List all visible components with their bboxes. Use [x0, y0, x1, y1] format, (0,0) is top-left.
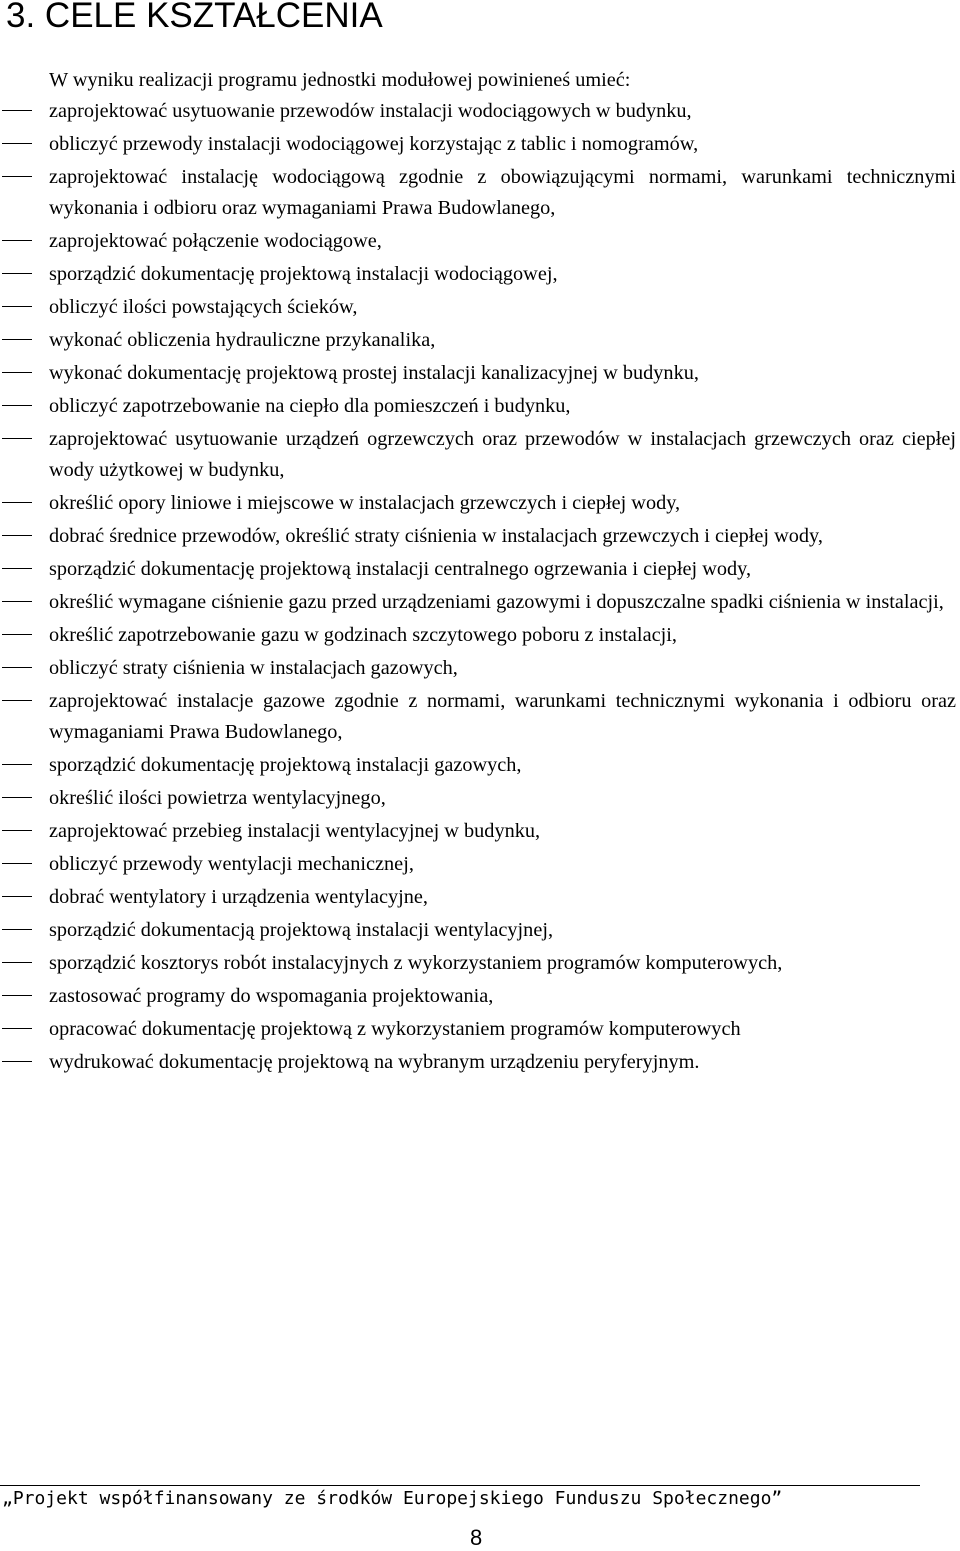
list-item: opracować dokumentację projektową z wykorzystaniem programów komputerowych — [0, 1014, 960, 1045]
dash-bullet-icon — [2, 502, 32, 503]
list-item: wykonać obliczenia hydrauliczne przykanalika, — [0, 325, 960, 356]
list-item: sporządzić dokumentację projektową instalacji wodociągowej, — [0, 259, 960, 290]
dash-bullet-icon — [2, 896, 32, 897]
learning-objectives-list — [0, 96, 960, 1080]
list-item: wykonać dokumentację projektową prostej instalacji kanalizacyjnej w budynku, — [0, 358, 960, 389]
dash-bullet-icon — [2, 1061, 32, 1062]
dash-bullet-icon — [2, 176, 32, 177]
list-item: zaprojektować usytuowanie przewodów instalacji wodociągowych w budynku, — [0, 96, 960, 127]
list-item: określić ilości powietrza wentylacyjnego, — [0, 783, 960, 814]
list-item: sporządzić dokumentację projektową instalacji centralnego ogrzewania i ciepłej wody, — [0, 554, 960, 585]
list-item: obliczyć straty ciśnienia w instalacjach gazowych, — [0, 653, 960, 684]
list-item: zaprojektować instalację wodociągową zgodnie z obowiązującymi normami, warunkami technicznymi wykonania i odbioru oraz wymaganiami Prawa Budowlanego, — [0, 162, 960, 224]
dash-bullet-icon — [2, 405, 32, 406]
list-item: zaprojektować przebieg instalacji wentylacyjnej w budynku, — [0, 816, 960, 847]
list-item: zaprojektować połączenie wodociągowe, — [0, 226, 960, 257]
list-item: obliczyć przewody wentylacji mechanicznej, — [0, 849, 960, 880]
dash-bullet-icon — [2, 306, 32, 307]
list-item: dobrać wentylatory i urządzenia wentylacyjne, — [0, 882, 960, 913]
list-item: zastosować programy do wspomagania projektowania, — [0, 981, 960, 1012]
dash-bullet-icon — [2, 568, 32, 569]
dash-bullet-icon — [2, 634, 32, 635]
dash-bullet-icon — [2, 601, 32, 602]
list-item: dobrać średnice przewodów, określić straty ciśnienia w instalacjach grzewczych i ciepłej wody, — [0, 521, 960, 552]
dash-bullet-icon — [2, 535, 32, 536]
list-item: obliczyć zapotrzebowanie na ciepło dla pomieszczeń i budynku, — [0, 391, 960, 422]
section-heading: 3. CELE KSZTAŁCENIA — [6, 0, 383, 35]
list-item: obliczyć przewody instalacji wodociągowej korzystając z tablic i nomogramów, — [0, 129, 960, 160]
dash-bullet-icon — [2, 830, 32, 831]
page-number: 8 — [470, 1525, 483, 1550]
dash-bullet-icon — [2, 700, 32, 701]
dash-bullet-icon — [2, 372, 32, 373]
dash-bullet-icon — [2, 438, 32, 439]
footer-note: „Projekt współfinansowany ze środków Europejskiego Funduszu Społecznego” — [2, 1488, 783, 1509]
list-item: sporządzić dokumentację projektową instalacji gazowych, — [0, 750, 960, 781]
dash-bullet-icon — [2, 995, 32, 996]
list-item: sporządzić dokumentacją projektową instalacji wentylacyjnej, — [0, 915, 960, 946]
dash-bullet-icon — [2, 667, 32, 668]
dash-bullet-icon — [2, 962, 32, 963]
dash-bullet-icon — [2, 143, 32, 144]
dash-bullet-icon — [2, 764, 32, 765]
dash-bullet-icon — [2, 863, 32, 864]
dash-bullet-icon — [2, 273, 32, 274]
dash-bullet-icon — [2, 110, 32, 111]
list-item: sporządzić kosztorys robót instalacyjnych z wykorzystaniem programów komputerowych, — [0, 948, 960, 979]
list-item: obliczyć ilości powstających ścieków, — [0, 292, 960, 323]
list-item: określić zapotrzebowanie gazu w godzinach szczytowego poboru z instalacji, — [0, 620, 960, 651]
list-item: zaprojektować usytuowanie urządzeń ogrzewczych oraz przewodów w instalacjach grzewczych oraz ciepłej wody użytkowej w budynku, — [0, 424, 960, 486]
dash-bullet-icon — [2, 929, 32, 930]
list-item: określić opory liniowe i miejscowe w instalacjach grzewczych i ciepłej wody, — [0, 488, 960, 519]
footer-divider — [0, 1485, 920, 1486]
dash-bullet-icon — [2, 339, 32, 340]
intro-text: W wyniku realizacji programu jednostki modułowej powinieneś umieć: — [49, 69, 631, 91]
dash-bullet-icon — [2, 797, 32, 798]
list-item: określić wymagane ciśnienie gazu przed urządzeniami gazowymi i dopuszczalne spadki ciśnienia w instalacji, — [0, 587, 960, 618]
list-item: wydrukować dokumentację projektową na wybranym urządzeniu peryferyjnym. — [0, 1047, 960, 1078]
dash-bullet-icon — [2, 1028, 32, 1029]
list-item: zaprojektować instalacje gazowe zgodnie z normami, warunkami technicznymi wykonania i odbioru oraz wymaganiami Prawa Budowlanego, — [0, 686, 960, 748]
dash-bullet-icon — [2, 240, 32, 241]
